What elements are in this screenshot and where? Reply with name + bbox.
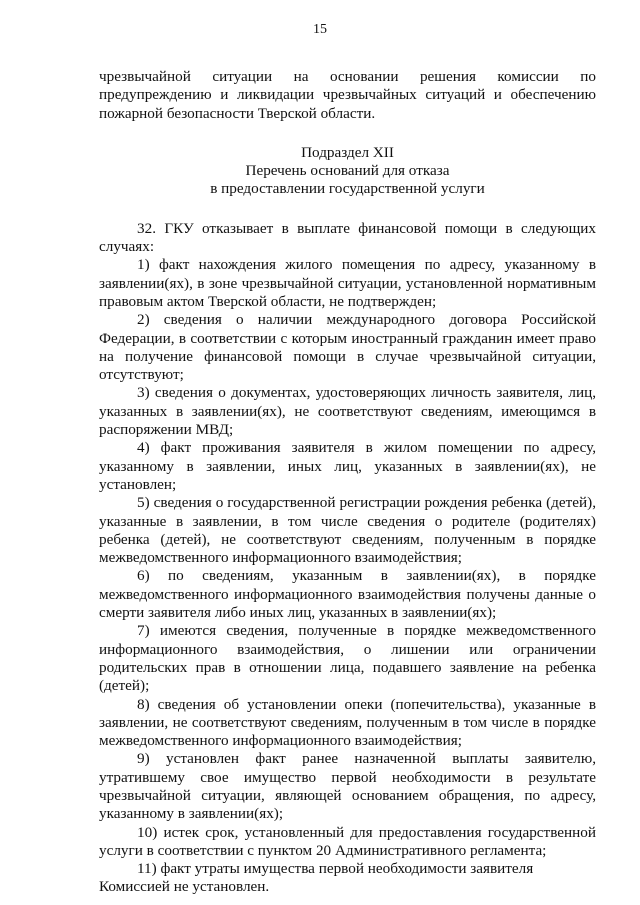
list-item-8: 8) сведения об установлении опеки (попечительства), указанные в заявлении, не соответствуют сведениям, полученным в том числе в порядке межведомственного информационного взаимодействия; <box>99 695 596 750</box>
section-heading <box>99 144 596 199</box>
page-number: 15 <box>313 22 327 37</box>
list-item-4: 4) факт проживания заявителя в жилом помещении по адресу, указанному в заявлении, иных лиц, указанных в заявлении(ях), не установлен; <box>99 439 596 493</box>
refusal-grounds-list <box>99 220 596 897</box>
section-title-line-1: Перечень оснований для отказа <box>245 162 450 180</box>
document-body <box>99 68 596 897</box>
intro-paragraph: чрезвычайной ситуации на основании решения комиссии по предупреждению и ликвидации чрезвычайных ситуаций и обеспечению пожарной безопасности Тверской области. <box>99 68 596 122</box>
list-item-5: 5) сведения о государственной регистрации рождения ребенка (детей), указанные в заявлении, в том числе сведения о родителе (родителях) ребенка (детей), не соответствуют сведениям, полученным в порядке межведомственного информационного взаимодействия; <box>99 494 596 567</box>
clause-32: 32. ГКУ отказывает в выплате финансовой помощи в следующих случаях: <box>99 219 596 256</box>
list-item-11: 11) факт утраты имущества первой необходимости заявителя Комиссией не установлен. <box>99 860 534 896</box>
list-item-1: 1) факт нахождения жилого помещения по адресу, указанному в заявлении(ях), в зоне чрезвычайной ситуации, установленной нормативным правовым актом Тверской области, не подтвержден; <box>99 256 596 310</box>
list-item-3: 3) сведения о документах, удостоверяющих личность заявителя, лиц, указанных в заявлении(ях), не соответствуют сведениям, имеющимся в распоряжении МВД; <box>99 384 596 439</box>
section-title-line-2: в предоставлении государственной услуги <box>210 180 485 198</box>
list-item-6: 6) по сведениям, указанным в заявлении(ях), в порядке межведомственного информационного взаимодействия получены данные о смерти заявителя либо иных лиц, указанных в заявлении(ях); <box>99 567 596 622</box>
list-item-7: 7) имеются сведения, полученные в порядке межведомственного информационного взаимодействия, о лишении или ограничении родительских прав в отношении лица, подавшего заявление на ребенка (детей); <box>99 622 596 695</box>
list-item-10: 10) истек срок, установленный для предоставления государственной услуги в соответствии с пунктом 20 Административного регламента; <box>99 823 596 859</box>
list-item-2: 2) сведения о наличии международного договора Российской Федерации, в соответствии с которым иностранный гражданин имеет право на получение финансовой помощи в случае чрезвычайной ситуации, отсутствуют; <box>99 311 596 384</box>
list-item-9: 9) установлен факт ранее назначенной выплаты заявителю, утратившему свое имущество первой необходимости в результате чрезвычайной ситуации, являющей основанием обращения, по адресу, указанному в заявлении(ях); <box>99 750 596 823</box>
subsection-title: Подраздел XII <box>301 143 394 161</box>
